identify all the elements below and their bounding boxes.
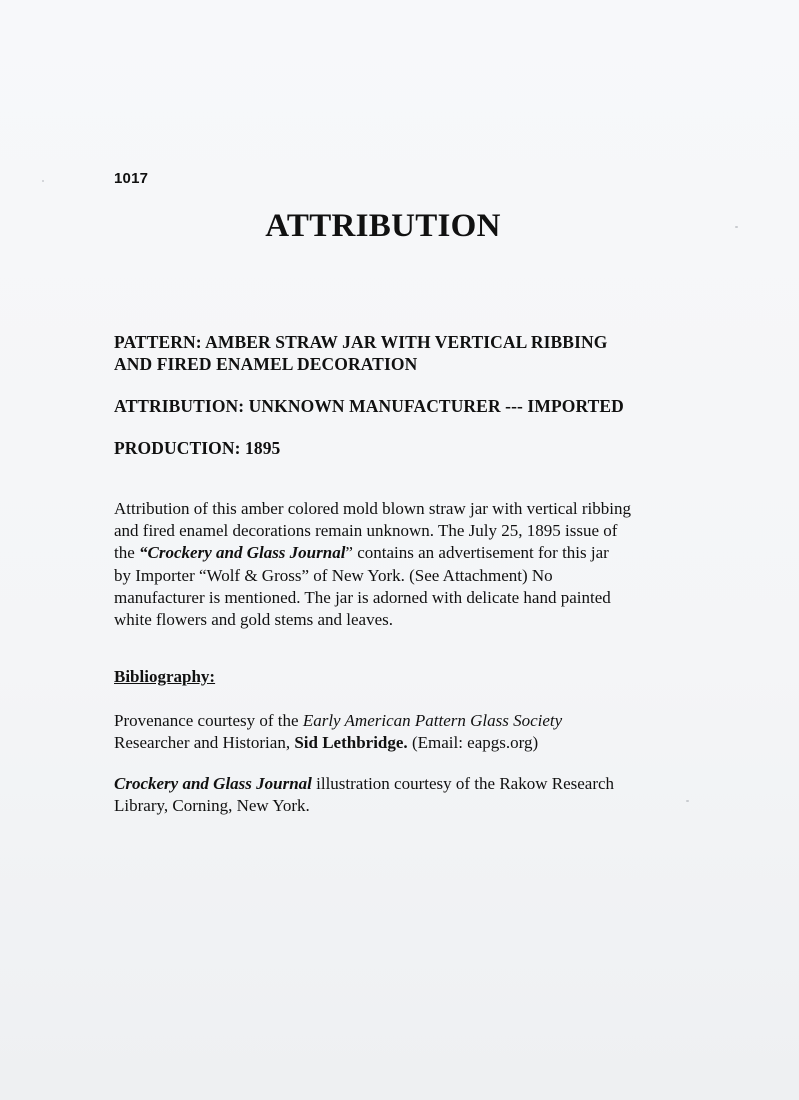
- pattern-line-1: PATTERN: AMBER STRAW JAR WITH VERTICAL RIBBING: [114, 332, 608, 352]
- description-paragraph: [114, 498, 631, 631]
- society-name-italic: Early American Pattern Glass Society: [302, 711, 563, 730]
- description-line-3-prefix: the: [114, 543, 140, 563]
- pattern-field: [114, 331, 607, 375]
- production-line: PRODUCTION: 1895: [114, 438, 281, 458]
- journal-credit-line-1: [114, 773, 614, 795]
- journal-credit-line-2: Library, Corning, New York.: [114, 796, 310, 816]
- provenance-line-2: [114, 732, 562, 754]
- document-title: ATTRIBUTION: [265, 208, 501, 244]
- description-line-1: Attribution of this amber colored mold blown straw jar with vertical ribbing: [114, 499, 631, 518]
- description-line-4: by Importer “Wolf & Gross” of New York. (See Attachment) No: [114, 565, 553, 585]
- scan-speck: [735, 226, 738, 228]
- description-line-5: manufacturer is mentioned. The jar is adorned with delicate hand painted: [114, 587, 611, 607]
- description-line-3: [114, 542, 631, 564]
- bibliography-heading: Bibliography:: [114, 667, 216, 686]
- scan-speck: [42, 180, 44, 182]
- provenance-prefix: Provenance courtesy of the: [114, 711, 303, 730]
- journal-name-bold-italic: Crockery and Glass Journal: [114, 774, 312, 793]
- bibliography-entry-journal: [114, 773, 614, 817]
- description-line-3-suffix: ” contains an advertisement for this jar: [345, 543, 609, 563]
- pattern-line-2: AND FIRED ENAMEL DECORATION: [114, 354, 418, 374]
- attribution-field: [114, 395, 624, 417]
- journal-title-italic: “Crockery and Glass Journal: [139, 543, 346, 563]
- attribution-line: ATTRIBUTION: UNKNOWN MANUFACTURER --- IMPORTED: [114, 396, 624, 416]
- document-number: 1017: [114, 170, 149, 187]
- scan-speck: [686, 800, 689, 802]
- researcher-prefix: Researcher and Historian,: [114, 733, 295, 753]
- journal-credit-suffix: illustration courtesy of the Rakow Research: [311, 774, 615, 793]
- bibliography-entry-provenance: [114, 710, 562, 754]
- production-field: [114, 437, 280, 459]
- description-line-6: white flowers and gold stems and leaves.: [114, 610, 394, 630]
- researcher-name-bold: Sid Lethbridge.: [294, 733, 408, 753]
- researcher-email: (Email: eapgs.org): [407, 733, 539, 753]
- description-line-2: and fired enamel decorations remain unknown. The July 25, 1895 issue of: [114, 521, 618, 541]
- provenance-line-1: [114, 710, 562, 732]
